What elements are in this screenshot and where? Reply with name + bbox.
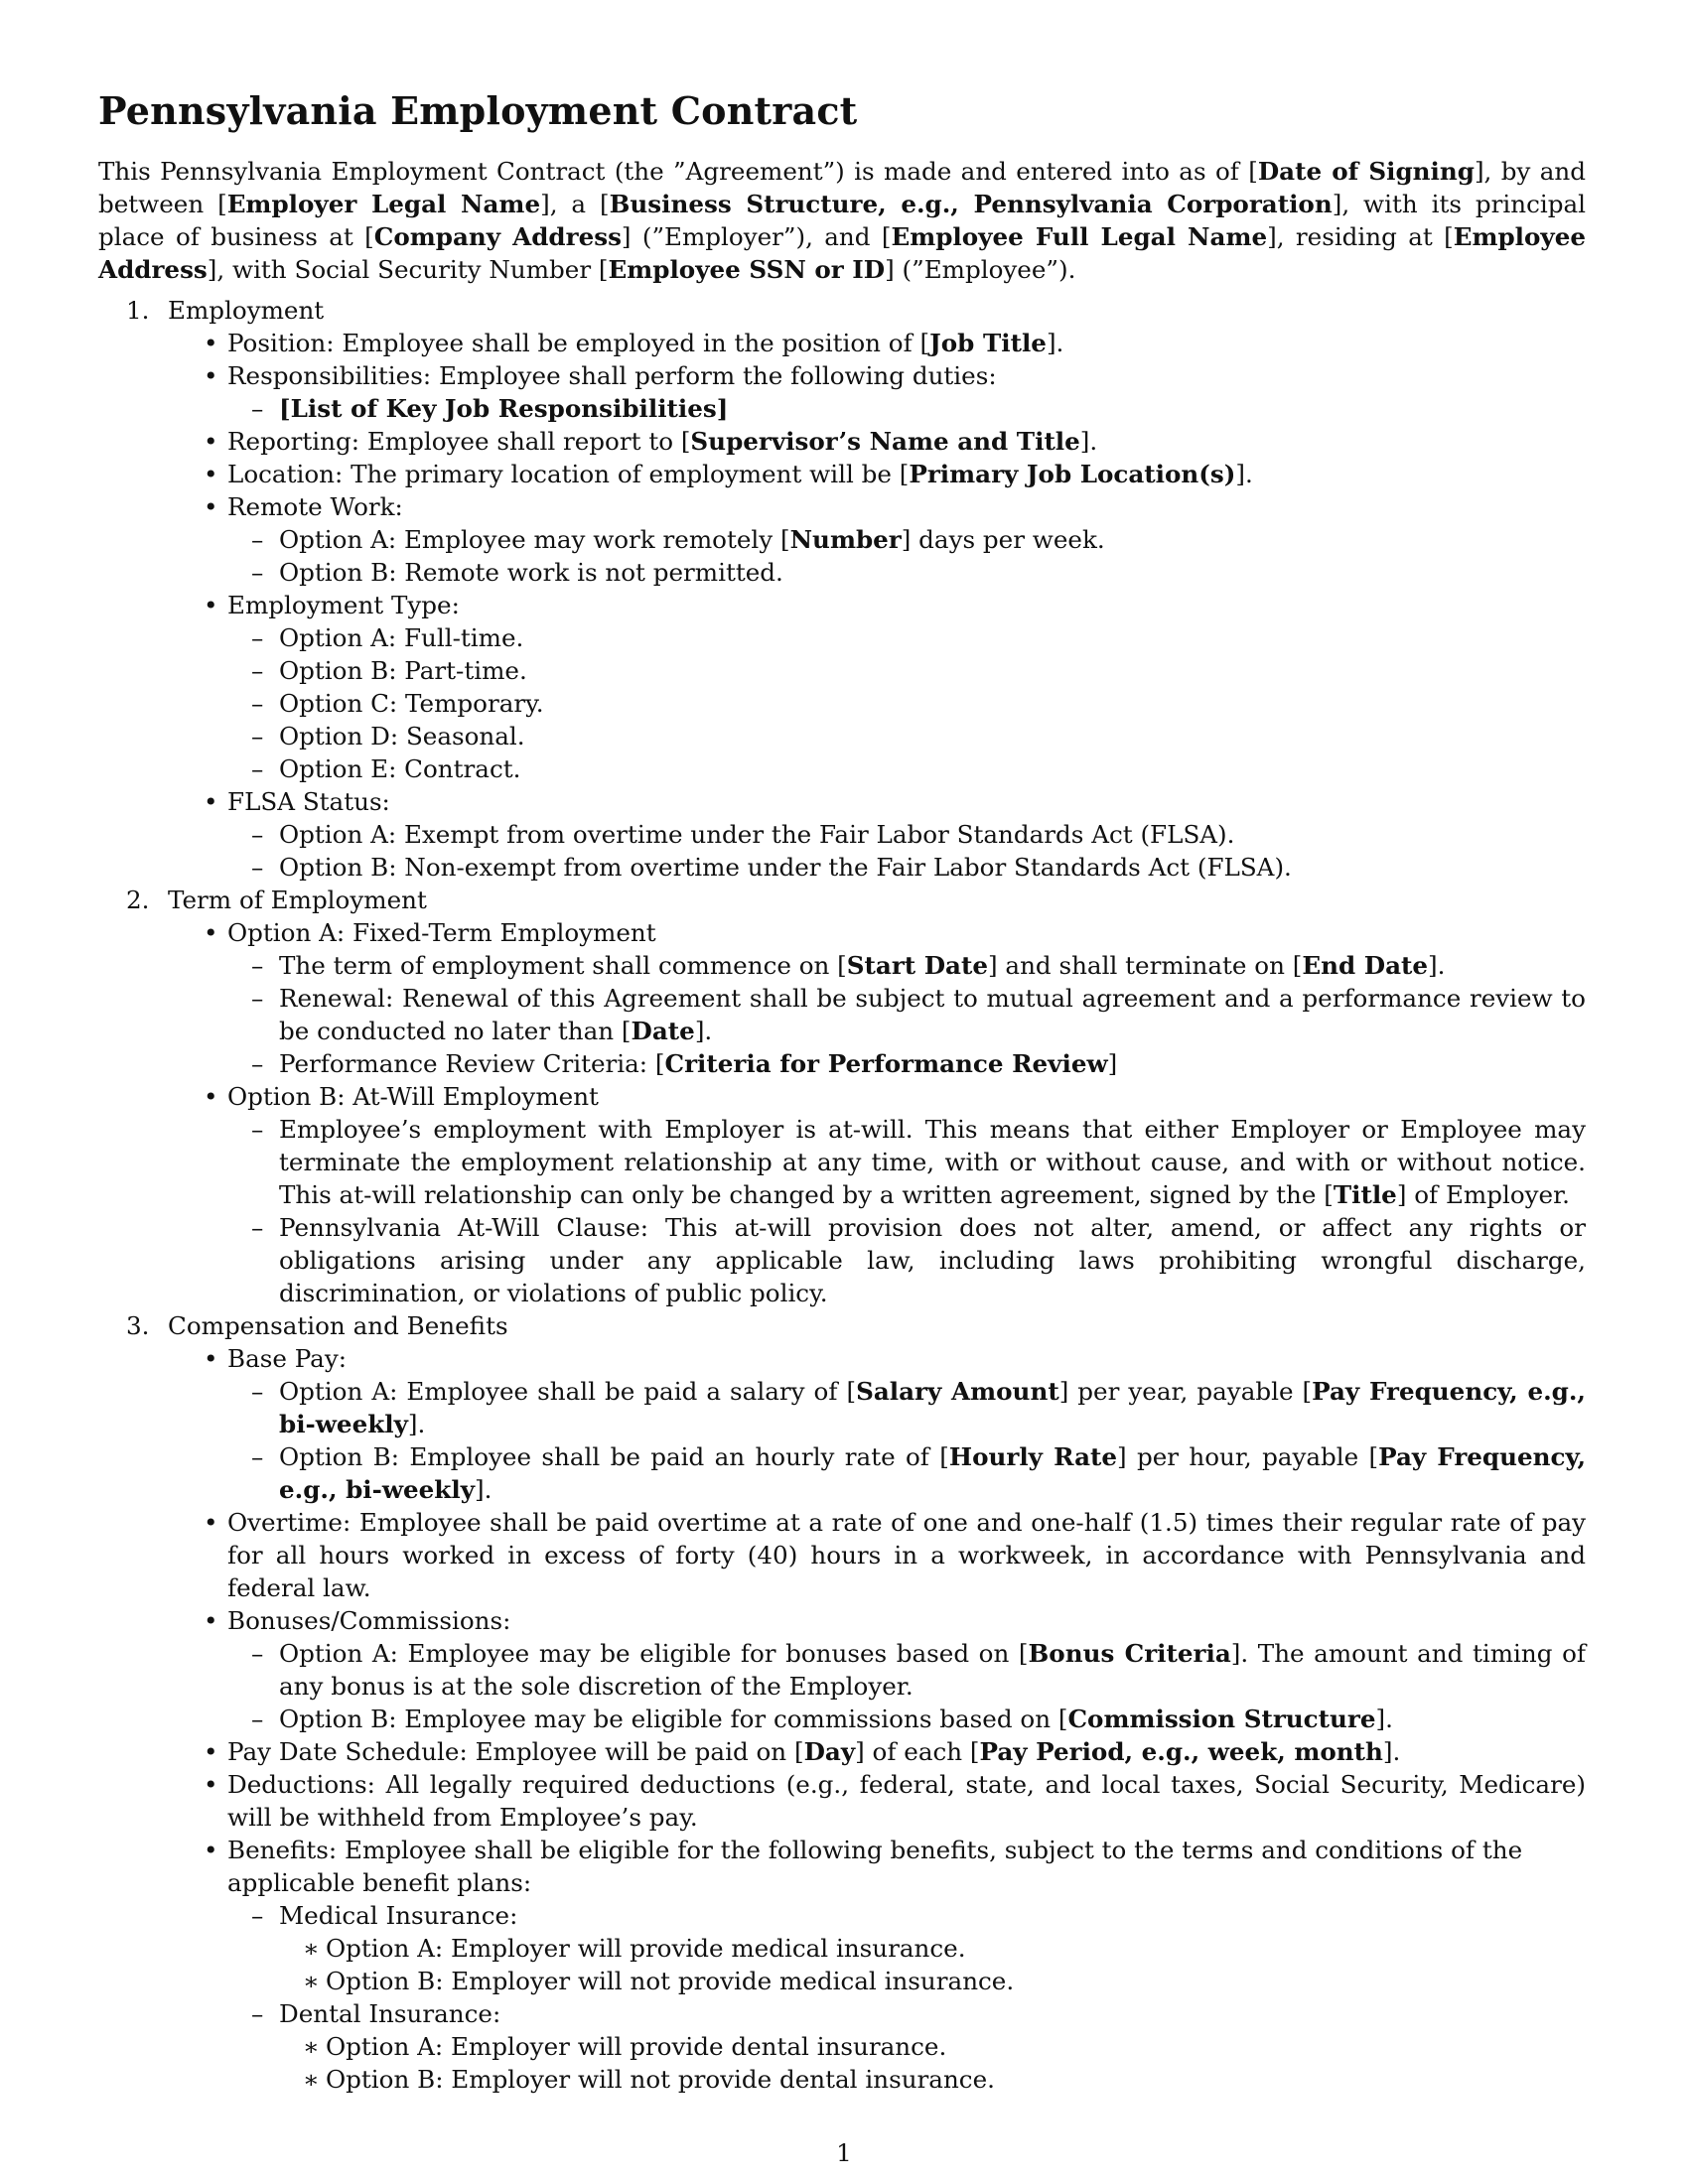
dash-marker: – [251,1705,264,1733]
dash-marker: – [251,1999,264,2028]
item-text: ] [716,394,729,423]
bullet-marker: • [204,329,218,357]
star-marker: ∗ [303,1934,320,1963]
item-text: Option A: Fixed-Term Employment [227,918,656,947]
item-text: Option B: Employer will not provide medical insurance. [326,1967,1015,1995]
list-item-benefits [168,1834,1586,2096]
item-text: Remote Work: [227,492,403,521]
item-text: Option A: Full-time. [279,623,524,652]
list-item-overtime [168,1506,1586,1604]
item-text: [ [279,394,291,423]
item-text: Option A: Exempt from overtime under the Fair Labor Standards Act (FLSA). [279,820,1235,849]
sub-sub-list [279,1932,1586,1997]
star-marker: ∗ [303,1967,320,1995]
item-text: Deductions: All legally required deductions (e.g., federal, state, and local taxes, Social Security, Medicare) will be withheld from Employee’s pay. [227,1770,1586,1832]
bullet-marker: • [204,1344,218,1373]
item-text: Renewal: Renewal of this Agreement shall be subject to mutual agreement and a performance review to be conducted no later than [ [279,984,1586,1045]
item-text: Benefits: Employee shall be eligible for the following benefits, subject to the terms and conditions of the applicable benefit plans: [227,1836,1523,1897]
item-text: ] and shall terminate on [ [988,951,1303,980]
bullet-marker: • [204,1737,218,1766]
dash-marker: – [251,820,264,849]
sub-item [227,654,1586,687]
section-heading: Compensation and Benefits [168,1311,508,1340]
item-text: Option B: Part-time. [279,656,527,685]
sub-sub-item [279,2030,1586,2063]
sub-item [227,752,1586,785]
list-item-pay-date [168,1735,1586,1768]
star-marker: ∗ [303,2065,320,2094]
section-items [168,916,1586,1309]
item-text: Option A: Employee shall be paid a salary of [ [279,1377,857,1406]
sub-item [227,1440,1586,1506]
item-text: ]. [1375,1705,1393,1733]
item-text: Option A: Employer will provide dental insurance. [326,2032,947,2061]
item-text: Bonuses/Commissions: [227,1606,511,1635]
item-text: The term of employment shall commence on [ [279,951,847,980]
section-heading: Term of Employment [168,886,427,914]
item-text: Responsibilities: Employee shall perform the following duties: [227,361,997,390]
bullet-marker: • [204,1508,218,1537]
bullet-marker: • [204,1770,218,1799]
dash-marker: – [251,1377,264,1406]
placeholder-number: Number [789,525,902,554]
sub-item [227,818,1586,851]
placeholder-date: Date [631,1017,695,1045]
list-item-deductions [168,1768,1586,1834]
sub-list [227,621,1586,785]
sub-list [227,1375,1586,1506]
list-item-bonuses [168,1604,1586,1735]
sub-item [227,1637,1586,1703]
list-item-flsa-status [168,785,1586,884]
item-text: ] of each [ [855,1737,980,1766]
list-item-fixed-term [168,916,1586,1080]
sub-item [227,621,1586,654]
intro-text: ] (”Employer”), and [ [621,222,892,251]
placeholder-employer-legal-name: Employer Legal Name [226,190,541,218]
item-text: Pay Date Schedule: Employee will be paid on [ [227,1737,804,1766]
section-number: 1. [126,296,150,325]
bullet-marker: • [204,918,218,947]
bullet-marker: • [204,1836,218,1864]
sub-sub-item [279,1932,1586,1965]
bullet-marker: • [204,460,218,488]
intro-paragraph [98,155,1586,286]
dash-marker: – [251,754,264,783]
item-text: ] days per week. [901,525,1105,554]
star-marker: ∗ [303,2032,320,2061]
item-text: Location: The primary location of employment will be [ [227,460,910,488]
sub-item [227,556,1586,589]
section-term-of-employment [98,884,1586,1309]
list-item-reporting [168,425,1586,458]
placeholder-job-responsibilities: List of Key Job Responsibilities [290,394,717,423]
dash-marker: – [251,984,264,1013]
intro-text: ], a [ [540,190,610,218]
sub-item [227,687,1586,720]
sub-item-medical [227,1899,1586,1997]
placeholder-day: Day [803,1737,856,1766]
item-text: ]. The amount and timing of any bonus is at the sole discretion of the Employer. [279,1639,1587,1701]
sub-item [227,523,1586,556]
intro-text: ], by and between [ [98,157,1586,218]
item-text: Option A: Employer will provide medical insurance. [326,1934,966,1963]
item-text: Option B: Employee shall be paid an hourly rate of [ [279,1442,949,1471]
item-text: Reporting: Employee shall report to [ [227,427,691,456]
dash-marker: – [251,1115,264,1144]
item-text: Option A: Employee may work remotely [ [279,525,790,554]
placeholder-supervisor: Supervisor’s Name and Title [690,427,1080,456]
sub-item [227,720,1586,752]
item-text: Option B: Remote work is not permitted. [279,558,783,587]
item-text: Option B: Employee may be eligible for commissions based on [ [279,1705,1068,1733]
dash-marker: – [251,1442,264,1471]
item-text: Dental Insurance: [279,1999,501,2028]
dash-marker: – [251,689,264,718]
placeholder-review-criteria: Criteria for Performance Review [664,1049,1108,1078]
sub-item [227,982,1586,1047]
list-item-at-will [168,1080,1586,1309]
placeholder-bonus-criteria: Bonus Criteria [1028,1639,1231,1668]
placeholder-commission-structure: Commission Structure [1067,1705,1376,1733]
dash-marker: – [251,722,264,751]
sub-list [227,949,1586,1080]
placeholder-date-of-signing: Date of Signing [1257,157,1475,186]
sub-item [227,1113,1586,1211]
placeholder-end-date: End Date [1302,951,1429,980]
sub-item [227,392,1586,425]
placeholder-employee-full-legal-name: Employee Full Legal Name [891,222,1268,251]
placeholder-start-date: Start Date [846,951,988,980]
dash-marker: – [251,656,264,685]
placeholder-salary-amount: Salary Amount [856,1377,1059,1406]
section-compensation-and-benefits [98,1309,1586,2096]
sub-sub-item [279,2063,1586,2096]
section-employment [98,294,1586,884]
dash-marker: – [251,1901,264,1930]
sub-item [227,1047,1586,1080]
bullet-marker: • [204,1082,218,1111]
sub-item-dental [227,1997,1586,2096]
document-title: Pennsylvania Employment Contract [98,88,858,133]
list-item-responsibilities [168,359,1586,425]
sub-list [227,1113,1586,1309]
dash-marker: – [251,623,264,652]
section-items [168,327,1586,884]
sub-item [227,851,1586,884]
list-item-position [168,327,1586,359]
item-text: Option A: Employee may be eligible for bonuses based on [ [279,1639,1029,1668]
sub-list [227,392,1586,425]
placeholder-employee-ssn: Employee SSN or ID [608,255,886,284]
item-text: ]. [694,1017,713,1045]
list-item-remote-work [168,490,1586,589]
sub-item [227,1211,1586,1309]
sub-sub-item [279,1965,1586,1997]
item-text: Medical Insurance: [279,1901,518,1930]
sub-list [227,523,1586,589]
item-text: ]. [407,1410,426,1438]
list-item-base-pay [168,1342,1586,1506]
item-text: ] per year, payable [ [1058,1377,1313,1406]
placeholder-pay-frequency: Pay Frequency, e.g., bi-weekly [279,1377,1586,1438]
placeholder-pay-period: Pay Period, e.g., week, month [979,1737,1383,1766]
list-item-employment-type [168,589,1586,785]
item-text: Base Pay: [227,1344,348,1373]
placeholder-title: Title [1333,1180,1397,1209]
item-text: Overtime: Employee shall be paid overtime at a rate of one and one-half (1.5) times their regular rate of pay for all hours worked in excess of forty (40) hours in a workweek, in accordance with Pennsylvania and federal law. [227,1508,1586,1602]
placeholder-business-structure: Business Structure, e.g., Pennsylvania Corporation [609,190,1333,218]
sub-list [227,1637,1586,1735]
item-text: Option D: Seasonal. [279,722,525,751]
item-text: Employment Type: [227,591,460,619]
page-number: 1 [836,2138,852,2167]
item-text: Employee’s employment with Employer is at-will. This means that either Employer or Employee may terminate the employment relationship at any time, with or without cause, and with or without notice. This at-will relationship can only be changed by a written agreement, signed by the [ [279,1115,1586,1209]
item-text: FLSA Status: [227,787,390,816]
item-text: ]. [1428,951,1446,980]
sub-item [227,1375,1586,1440]
bullet-marker: • [204,427,218,456]
item-text: ] [1107,1049,1118,1078]
dash-marker: – [251,394,264,423]
sub-sub-list [279,2030,1586,2096]
item-text: ] per hour, payable [ [1117,1442,1379,1471]
section-number: 2. [126,886,150,914]
dash-marker: – [251,1639,264,1668]
item-text: ]. [1382,1737,1401,1766]
sub-item [227,949,1586,982]
section-heading: Employment [168,296,325,325]
document-page [98,85,1586,2096]
item-text: Pennsylvania At-Will Clause: This at-will provision does not alter, amend, or affect any rights or obligations arising under any applicable law, including laws prohibiting wrongful discharge, discrimination, or violations of public policy. [279,1213,1586,1307]
bullet-marker: • [204,1606,218,1635]
item-text: Option B: Non-exempt from overtime under the Fair Labor Standards Act (FLSA). [279,853,1292,882]
item-text: ]. [1079,427,1098,456]
list-item-location [168,458,1586,490]
item-text: ]. [1046,329,1064,357]
section-number: 3. [126,1311,150,1340]
bullet-marker: • [204,787,218,816]
sub-item [227,1703,1586,1735]
item-text: Option E: Contract. [279,754,521,783]
placeholder-employee-address: Employee Address [98,222,1587,284]
item-text: ] of Employer. [1396,1180,1570,1209]
intro-text: ], with Social Security Number [ [207,255,609,284]
sub-list [227,818,1586,884]
placeholder-job-location: Primary Job Location(s) [909,460,1236,488]
dash-marker: – [251,1213,264,1242]
placeholder-pay-frequency: Pay Frequency, e.g., bi-weekly [279,1442,1587,1504]
bullet-marker: • [204,492,218,521]
item-text: Position: Employee shall be employed in the position of [ [227,329,930,357]
placeholder-hourly-rate: Hourly Rate [948,1442,1118,1471]
placeholder-company-address: Company Address [373,222,622,251]
item-text: Option C: Temporary. [279,689,544,718]
dash-marker: – [251,853,264,882]
item-text: ]. [474,1475,492,1504]
intro-text: ], with its principal place of business at [ [98,190,1586,251]
dash-marker: – [251,1049,264,1078]
intro-text: This Pennsylvania Employment Contract (the ”Agreement”) is made and entered into as of [ [98,157,1258,186]
sub-list [227,1899,1586,2096]
intro-text: ], residing at [ [1267,222,1454,251]
bullet-marker: • [204,361,218,390]
dash-marker: – [251,951,264,980]
item-text: ]. [1235,460,1253,488]
sections-list [98,294,1586,2096]
dash-marker: – [251,558,264,587]
intro-text: ] (”Employee”). [885,255,1076,284]
section-items [168,1342,1586,2096]
dash-marker: – [251,525,264,554]
bullet-marker: • [204,591,218,619]
item-text: Performance Review Criteria: [ [279,1049,665,1078]
item-text: Option B: Employer will not provide dental insurance. [326,2065,995,2094]
placeholder-job-title: Job Title [929,329,1047,357]
item-text: Option B: At-Will Employment [227,1082,599,1111]
